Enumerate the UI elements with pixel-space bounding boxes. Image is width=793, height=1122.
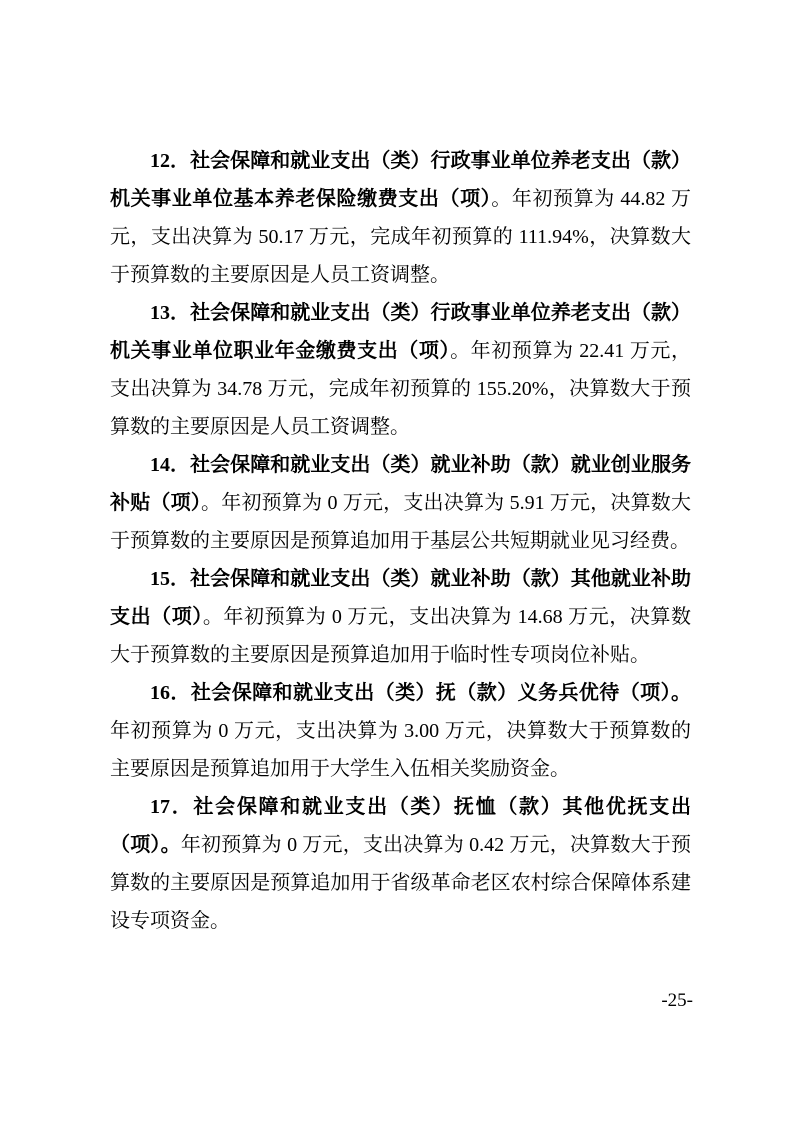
budget-item-13 — [110, 294, 691, 446]
budget-item-14 — [110, 446, 691, 560]
item-12-heading: 12．社会保障和就业支出（类）行政事业单位养老支出（款）机关事业单位基本养老保险缴费支出（项） — [110, 150, 691, 210]
item-15-heading: 15．社会保障和就业支出（类）就业补助（款）其他就业补助支出（项） — [110, 568, 691, 628]
page-content — [110, 142, 691, 940]
item-16-heading: 16．社会保障和就业支出（类）抚（款）义务兵优待（项）。 — [150, 682, 691, 704]
item-17-body: 年初预算为 0 万元，支出决算为 0.42 万元，决算数大于预算数的主要原因是预算追加用于省级革命老区农村综合保障体系建设专项资金。 — [110, 834, 692, 932]
item-17-heading: 17．社会保障和就业支出（类）抚恤（款）其他优抚支出（项）。 — [110, 796, 691, 856]
page-number: -25- — [661, 990, 693, 1011]
budget-item-16 — [110, 674, 691, 788]
budget-item-12 — [110, 142, 691, 294]
item-13-heading: 13．社会保障和就业支出（类）行政事业单位养老支出（款）机关事业单位职业年金缴费支出（项） — [110, 302, 691, 362]
budget-item-17 — [110, 788, 691, 940]
item-12-body: 。年初预算为 44.82 万元，支出决算为 50.17 万元，完成年初预算的 111.94%，决算数大于预算数的主要原因是人员工资调整。 — [110, 188, 692, 286]
item-16-body: 年初预算为 0 万元，支出决算为 3.00 万元，决算数大于预算数的主要原因是预算追加用于大学生入伍相关奖励资金。 — [110, 720, 691, 780]
item-14-body: 。年初预算为 0 万元，支出决算为 5.91 万元，决算数大于预算数的主要原因是预算追加用于基层公共短期就业见习经费。 — [110, 492, 692, 552]
item-13-body: 。年初预算为 22.41 万元，支出决算为 34.78 万元，完成年初预算的 155.20%，决算数大于预算数的主要原因是人员工资调整。 — [110, 340, 692, 438]
item-14-heading: 14．社会保障和就业支出（类）就业补助（款）就业创业服务补贴（项） — [110, 454, 691, 514]
item-15-body: 。年初预算为 0 万元，支出决算为 14.68 万元，决算数大于预算数的主要原因是预算追加用于临时性专项岗位补贴。 — [110, 606, 692, 666]
budget-item-15 — [110, 560, 691, 674]
